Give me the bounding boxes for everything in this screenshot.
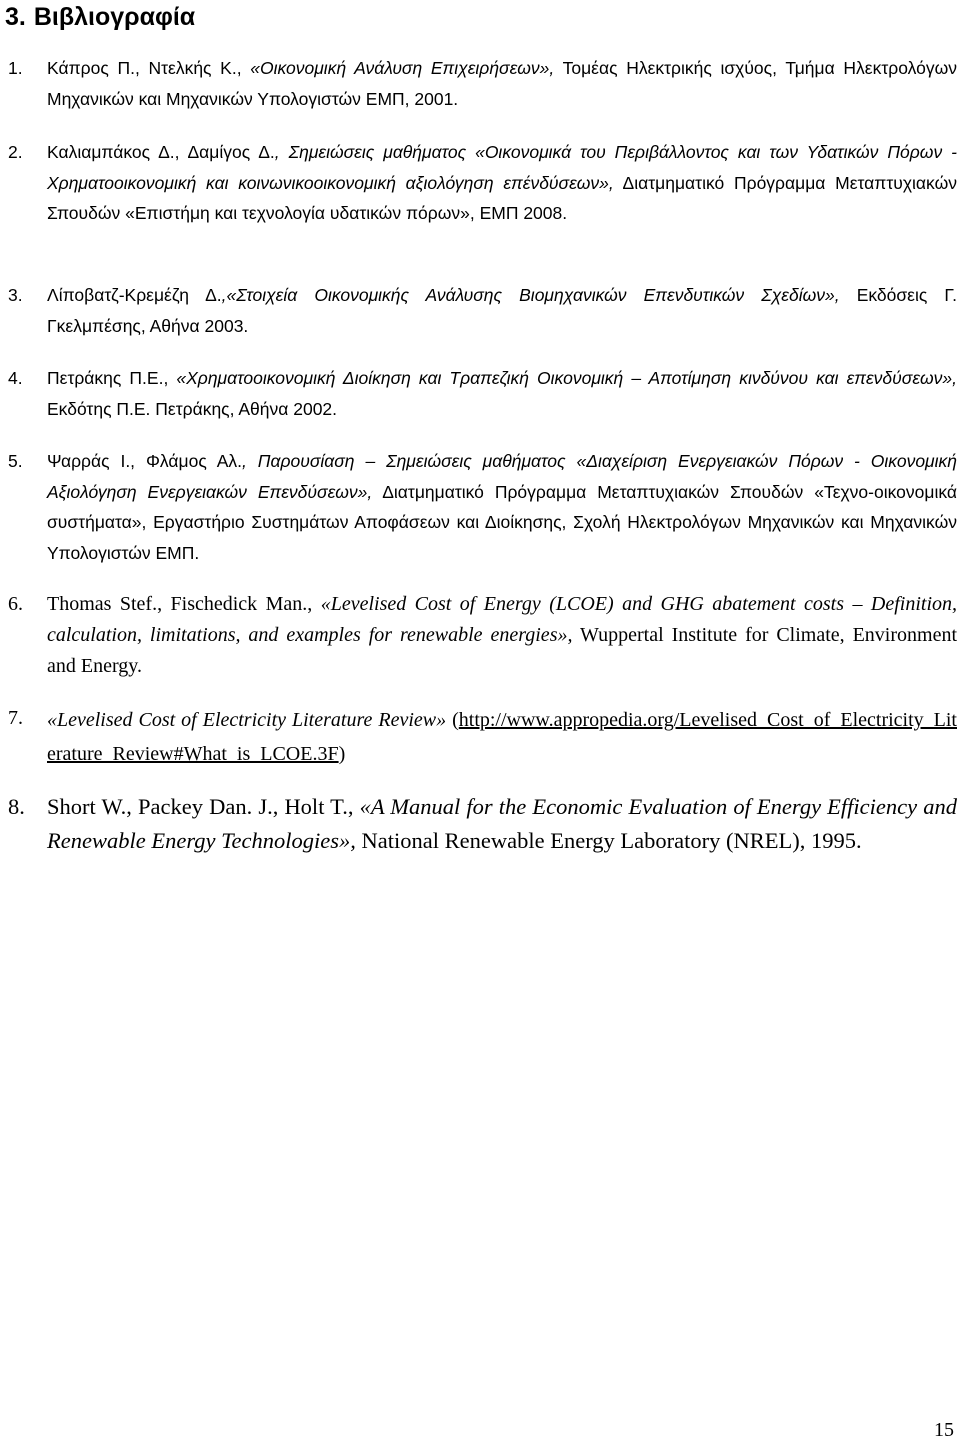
reference-number: 4. (8, 368, 23, 388)
reference-authors: Thomas Stef., Fischedick Man., (47, 593, 321, 615)
reference-title: «Οικονομική Ανάλυση Επιχειρήσεων», (250, 58, 555, 78)
reference-publisher: Διατμηματικό Πρόγραμμα Μεταπτυχιακών Σπουδών «Τεχνο-οικονομικά συστήματα», Εργαστήριο Συστημάτων Αποφάσεων και Διοίκησης, Σχολή Ηλεκτρολόγων Μηχανικών και Μηχανικών Υπολογιστών ΕΜΠ. (47, 481, 957, 563)
page-number: 15 (934, 1419, 954, 1441)
reference-publisher: Διατμηματικό Πρόγραμμα Μεταπτυχιακών Σπουδών «Επιστήμη και τεχνολογία υδατικών πόρων», ΕΜΠ 2008. (47, 172, 957, 223)
reference-text (47, 53, 957, 114)
section-heading (5, 0, 195, 34)
reference-text (47, 790, 957, 857)
section-title: Βιβλιογραφία (33, 3, 196, 31)
reference-title: ,«Στοιχεία Οικονομικής Ανάλυσης Βιομηχανικών Επενδυτικών Σχεδίων», (221, 285, 840, 305)
reference-title: , Παρουσίαση – Σημειώσεις μαθήματος «Διαχείριση Ενεργειακών Πόρων - Οικονομική Αξιολόγηση Ενεργειακών Επενδύσεων», (47, 451, 957, 502)
reference-title: «Levelised Cost of Energy (LCOE) and GHG abatement costs – Definition, calculation, limitations, and examples for renewable energies», (47, 593, 957, 646)
reference-number: 7. (8, 707, 23, 729)
reference-publisher: National Renewable Energy Laboratory (NREL), 1995. (355, 827, 862, 853)
link-close-paren: ) (338, 743, 346, 765)
reference-title: «A Manual for the Economic Evaluation of Energy Efficiency and Renewable Energy Technologies», (47, 794, 957, 853)
reference-authors: Λίποβατζ-Κρεμέζη Δ. (47, 285, 222, 305)
section-number: 3. (5, 3, 26, 31)
reference-text (47, 280, 957, 341)
reference-url-link[interactable]: http://www.appropedia.org/Levelised_Cost_of_Electricity_Literature_Review#What_is_LCOE.3F (47, 709, 957, 765)
reference-number: 2. (8, 142, 23, 162)
reference-number: 5. (8, 451, 23, 471)
reference-title: «Χρηματοοικονομική Διοίκηση και Τραπεζική Οικονομική – Αποτίμηση κινδύνου και επενδύσεων», (176, 368, 957, 388)
reference-authors: Καλιαμπάκος Δ., Δαμίγος Δ. (47, 142, 275, 162)
reference-number: 8. (8, 794, 25, 819)
reference-title: , Σημειώσεις μαθήματος «Οικονομικά του Περιβάλλοντος και των Υδατικών Πόρων - Χρηματοοικονομική και κοινωνικοοικονομική αξιολόγηση επένδύσεων», (47, 142, 957, 193)
reference-authors: Πετράκης Π.Ε., (47, 368, 177, 388)
reference-publisher: Τομέας Ηλεκτρικής ισχύος, Τμήμα Ηλεκτρολόγων Μηχανικών και Μηχανικών Υπολογιστών ΕΜΠ, 2001. (47, 58, 957, 109)
reference-text (47, 137, 957, 229)
reference-authors: Ψαρράς Ι., Φλάμος Αλ. (47, 451, 243, 471)
reference-authors: Κάπρος Π., Ντελκής Κ., (47, 58, 251, 78)
reference-text (47, 703, 957, 771)
reference-publisher: Εκδόσεις Γ. Γκελμπέσης, Αθήνα 2003. (47, 285, 957, 336)
reference-text (47, 446, 957, 568)
reference-publisher: Εκδότης Π.Ε. Πετράκης, Αθήνα 2002. (47, 398, 338, 419)
reference-authors: Short W., Packey Dan. J., Holt T., (47, 794, 360, 819)
reference-text (47, 589, 957, 682)
reference-number: 1. (8, 58, 23, 78)
reference-number: 6. (8, 593, 23, 615)
reference-title: «Levelised Cost of Electricity Literature Review» (47, 709, 447, 731)
reference-number: 3. (8, 285, 23, 305)
link-open-paren: ( (446, 709, 459, 731)
reference-publisher: Wuppertal Institute for Climate, Environment and Energy. (47, 624, 957, 677)
reference-text (47, 363, 957, 424)
